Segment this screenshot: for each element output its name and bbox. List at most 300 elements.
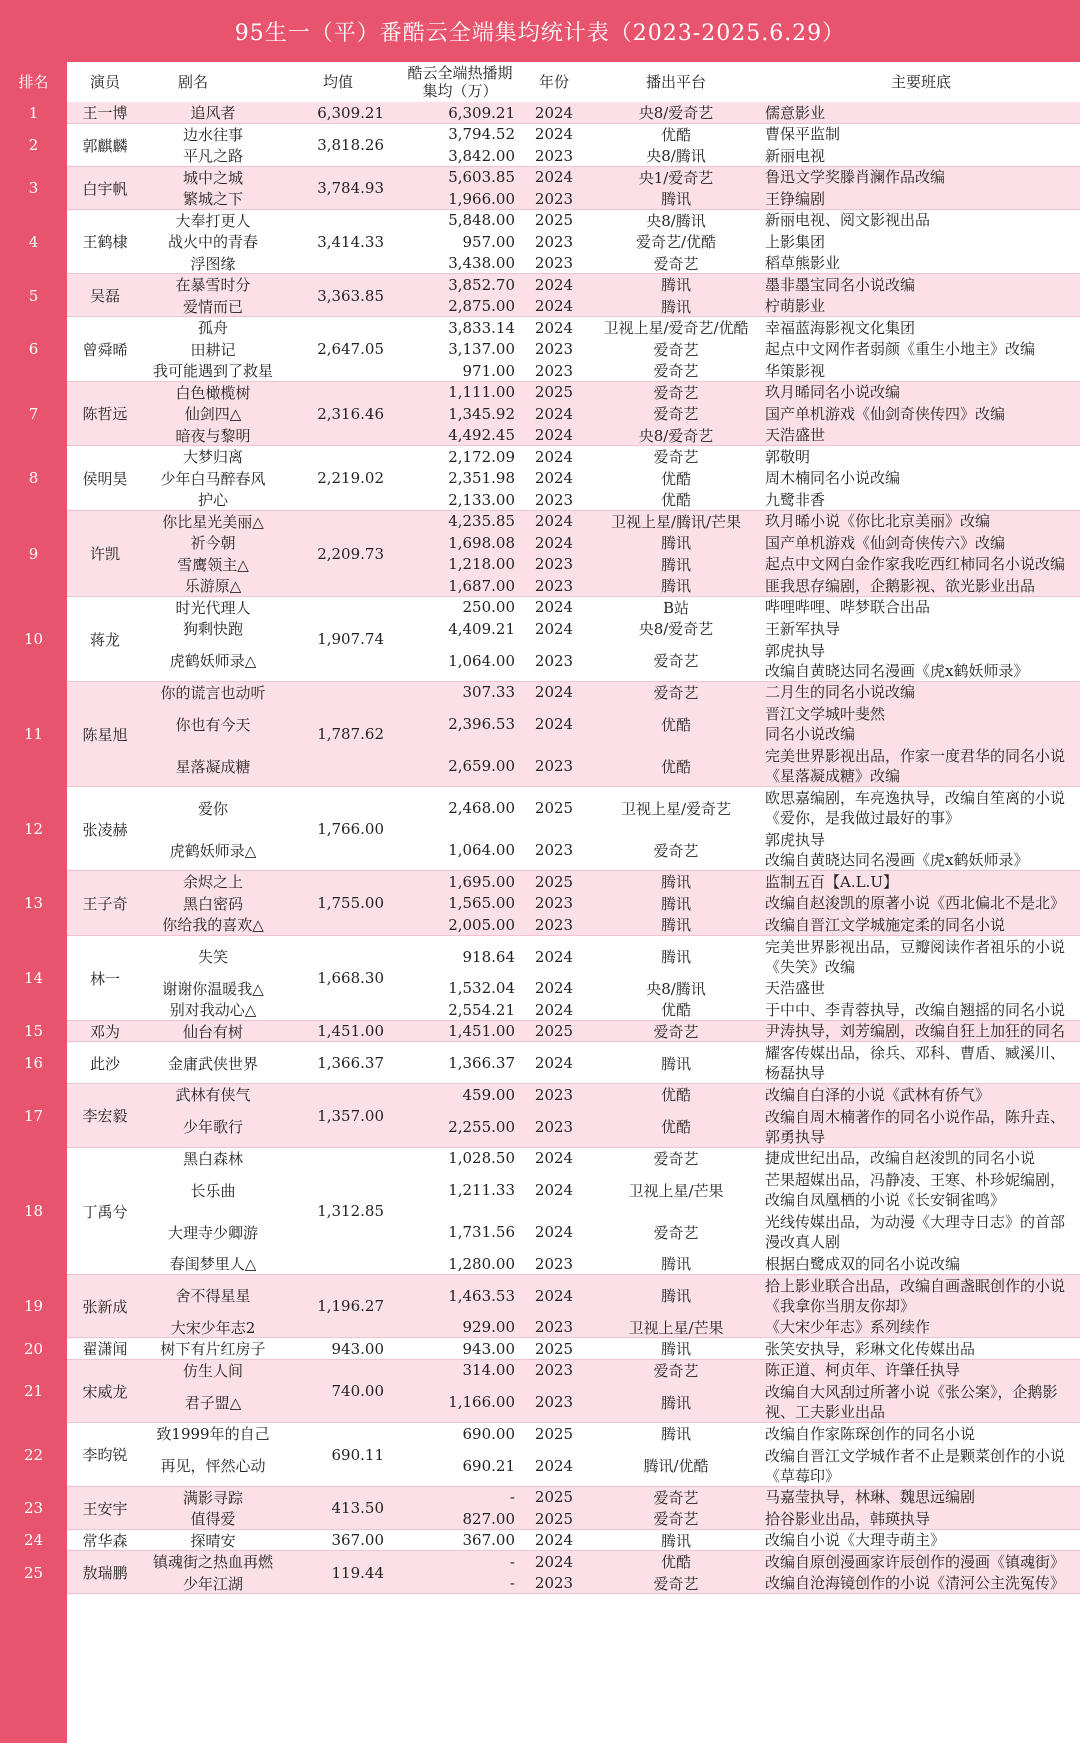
heat-value: 1,698.08 — [448, 533, 515, 552]
heat-value: 459.00 — [462, 1085, 515, 1104]
platform: 央1/爱奇艺 — [638, 168, 714, 187]
table-row — [0, 446, 1080, 468]
heat-value: 1,166.00 — [448, 1393, 515, 1411]
crew-info — [765, 1169, 1077, 1211]
heat-value: 943.00 — [462, 1339, 515, 1358]
crew-line: 鲁迅文学奖滕肖澜作品改编 — [765, 168, 946, 187]
crew-line: 儒意影业 — [765, 103, 826, 122]
crew-info — [765, 936, 1077, 978]
crew-info — [765, 167, 1077, 189]
rank-number: 9 — [28, 544, 39, 563]
crew-info — [765, 489, 1077, 511]
actor-group — [0, 1530, 1080, 1552]
platform: 腾讯 — [660, 190, 691, 209]
platform: 央8/爱奇艺 — [638, 620, 714, 639]
drama-title: 大奉打更人 — [175, 211, 251, 230]
actor-name: 曾舜晞 — [82, 340, 128, 359]
crew-line: 改编自黄晓达同名漫画《虎x鹤妖师录》 — [765, 661, 1029, 680]
table-row — [0, 210, 1080, 232]
platform: 爱奇艺 — [653, 1223, 699, 1242]
crew-info — [765, 317, 1077, 339]
platform: 优酷 — [660, 1086, 691, 1105]
drama-title: 余烬之上 — [182, 873, 243, 892]
crew-info — [765, 1551, 1077, 1573]
heat-value: 690.00 — [462, 1424, 515, 1443]
table-row — [0, 1381, 1080, 1423]
actor-group — [0, 1360, 1080, 1424]
average-value: 1,357.00 — [317, 1106, 384, 1125]
drama-title: 暗夜与黎明 — [175, 426, 251, 445]
actor-group — [0, 1084, 1080, 1148]
crew-line: 起点中文网白金作家我吃西红柿同名小说改编 — [765, 555, 1066, 574]
crew-line: 稻草熊影业 — [765, 254, 841, 273]
crew-info — [765, 468, 1077, 490]
drama-title: 失笑 — [197, 948, 228, 966]
platform: 腾讯 — [660, 1054, 691, 1073]
drama-title: 孤舟 — [197, 319, 228, 338]
heat-value: 3,438.00 — [448, 254, 515, 273]
heat-value: 3,833.14 — [448, 318, 515, 337]
rank-number: 4 — [28, 232, 39, 251]
platform: 腾讯 — [660, 577, 691, 596]
crew-line: 改编自凤凰栖的小说《长安铜雀鸣》 — [765, 1191, 1006, 1209]
table-row — [0, 893, 1080, 915]
drama-title: 你的谎言也动听 — [160, 683, 266, 702]
actor-name: 王一博 — [82, 104, 128, 123]
crew-line: 国产单机游戏《仙剑奇侠传六》改编 — [765, 533, 1006, 552]
table-row — [0, 829, 1080, 871]
year: 2024 — [534, 275, 574, 294]
actor-name: 林一 — [89, 969, 120, 988]
crew-line: 改编自赵浚凯的原著小说《西北偏北不是北》 — [765, 894, 1066, 913]
drama-title: 在暴雪时分 — [175, 276, 251, 295]
drama-title: 春闺梦里人△ — [169, 1255, 257, 1274]
table-row — [0, 382, 1080, 404]
actor-name: 陈哲远 — [82, 405, 128, 424]
platform: 卫视上星/芒果 — [628, 1318, 724, 1337]
drama-title: 狗剩快跑 — [182, 620, 243, 639]
rank-number: 16 — [23, 1054, 44, 1072]
header-heat-line2: 集均（万） — [422, 82, 498, 100]
actor-name: 蒋龙 — [89, 630, 120, 649]
header-heat-line1: 酷云全端热播期 — [407, 64, 513, 82]
year: 2023 — [534, 254, 574, 273]
table-row — [0, 575, 1080, 597]
platform: 优酷 — [660, 491, 691, 510]
table-row — [0, 1253, 1080, 1275]
year: 2023 — [534, 340, 574, 359]
drama-title: 虎鹤妖师录△ — [169, 652, 257, 670]
rank-number: 24 — [23, 1531, 44, 1550]
year: 2024 — [534, 533, 574, 552]
heat-value: 929.00 — [462, 1318, 515, 1337]
average-value: 1,907.74 — [317, 630, 384, 648]
table-row — [0, 403, 1080, 425]
crew-line: 王铮编剧 — [765, 189, 826, 208]
platform: 优酷 — [660, 1553, 691, 1572]
year: 2025 — [534, 872, 574, 891]
crew-info — [765, 703, 1077, 745]
heat-value: 1,366.37 — [448, 1054, 515, 1072]
crew-line: 二月生的同名小说改编 — [765, 683, 916, 702]
actor-name: 张新成 — [82, 1297, 128, 1316]
drama-title: 镇魂街之热血再燃 — [152, 1553, 273, 1572]
year: 2024 — [534, 1552, 574, 1571]
heat-value: 2,005.00 — [448, 915, 515, 934]
actor-group — [0, 102, 1080, 124]
year: 2023 — [534, 1393, 574, 1411]
crew-line: 芒果超媒出品，冯静凌、王寒、朴珍妮编剧， — [765, 1171, 1066, 1189]
crew-info — [765, 231, 1077, 253]
platform: 爱奇艺 — [653, 448, 699, 467]
crew-info — [765, 893, 1077, 915]
actor-group — [0, 1148, 1080, 1275]
rank-number: 23 — [23, 1499, 44, 1517]
average-value: 740.00 — [331, 1382, 384, 1401]
year: 2025 — [534, 1339, 574, 1358]
average-value: 3,414.33 — [317, 232, 384, 251]
crew-line: 尹涛执导，刘芳编剧，改编自狂上加狂的同名 — [765, 1022, 1066, 1041]
crew-info — [765, 640, 1077, 682]
actor-name: 丁禹兮 — [82, 1202, 128, 1221]
crew-line: 完美世界影视出品，豆瓣阅读作者祖乐的小说 — [765, 937, 1066, 956]
platform: 优酷 — [660, 125, 691, 144]
crew-line: 陈正道、柯贞年、许肇任执导 — [765, 1361, 961, 1380]
crew-info — [765, 787, 1077, 829]
heat-value: 2,468.00 — [448, 799, 515, 817]
heat-value: 4,409.21 — [448, 619, 515, 638]
drama-title: 仿生人间 — [182, 1361, 243, 1380]
crew-line: 改编自沧海镜创作的小说《清河公主洗冤传》 — [765, 1574, 1066, 1593]
crew-line: 杨磊执导 — [765, 1064, 826, 1082]
platform: 爱奇艺 — [653, 683, 699, 702]
platform: 爱奇艺 — [653, 362, 699, 381]
drama-title: 仙剑四△ — [184, 405, 242, 424]
table-row — [0, 978, 1080, 1000]
crew-line: 《失笑》改编 — [765, 957, 856, 976]
actor-name: 此沙 — [89, 1054, 120, 1073]
year: 2024 — [534, 469, 574, 488]
platform: 卫视上星/芒果 — [628, 1181, 724, 1200]
drama-title: 少年江湖 — [182, 1574, 243, 1593]
table-row — [0, 554, 1080, 576]
crew-line: 王新军执导 — [765, 619, 841, 638]
actor-group — [0, 871, 1080, 936]
crew-info — [765, 1360, 1077, 1382]
actor-name: 侯明昊 — [82, 469, 128, 488]
year: 2023 — [534, 189, 574, 208]
average-value: 1,787.62 — [317, 725, 384, 744]
crew-info — [765, 1106, 1077, 1148]
crew-info — [765, 829, 1077, 871]
crew-line: 视、工夫影业出品 — [765, 1403, 886, 1421]
crew-info — [765, 1508, 1077, 1530]
heat-value: 1,451.00 — [448, 1022, 515, 1041]
platform: 腾讯 — [660, 1531, 691, 1550]
table-row — [0, 532, 1080, 554]
heat-value: 4,492.45 — [448, 426, 515, 445]
platform: 卫视上星/爱奇艺 — [620, 799, 732, 818]
average-value: 690.11 — [331, 1445, 384, 1464]
heat-value: 1,731.56 — [448, 1223, 515, 1241]
crew-line: 国产单机游戏《仙剑奇侠传四》改编 — [765, 404, 1006, 423]
actor-group — [0, 446, 1080, 511]
average-value: 1,366.37 — [317, 1054, 384, 1072]
heat-value: 4,235.85 — [448, 512, 515, 531]
crew-info — [765, 871, 1077, 893]
actor-group — [0, 382, 1080, 447]
rank-number: 3 — [28, 179, 39, 197]
crew-info — [765, 532, 1077, 554]
rank-number: 22 — [23, 1445, 44, 1464]
crew-info — [765, 210, 1077, 232]
crew-line: 新丽电视 — [765, 146, 826, 165]
table-row — [0, 360, 1080, 382]
crew-info — [765, 1530, 1077, 1552]
drama-title: 舍不得星星 — [175, 1287, 251, 1305]
table-row — [0, 167, 1080, 189]
year: 2024 — [534, 715, 574, 733]
crew-info — [765, 403, 1077, 425]
actor-name: 张凌赫 — [82, 820, 128, 839]
platform: 央8/腾讯 — [646, 211, 706, 230]
heat-value: 690.21 — [462, 1456, 515, 1475]
table-row — [0, 1338, 1080, 1360]
crew-info — [765, 1148, 1077, 1170]
table-row — [0, 1317, 1080, 1339]
year: 2025 — [534, 1424, 574, 1443]
platform: 爱奇艺 — [653, 1149, 699, 1168]
crew-line: 马嘉莹执导，林琳、魏思远编剧 — [765, 1488, 976, 1507]
crew-line: 改编自晋江文学城作者不止是颗菜创作的小说 — [765, 1446, 1066, 1465]
drama-title: 虎鹤妖师录△ — [169, 841, 257, 860]
table-row — [0, 618, 1080, 640]
year: 2025 — [534, 383, 574, 402]
platform: 腾讯 — [660, 276, 691, 295]
crew-line: 九鹭非香 — [765, 490, 826, 509]
crew-info — [765, 1253, 1077, 1275]
rank-number: 8 — [28, 469, 39, 488]
actor-name: 王子奇 — [82, 894, 128, 913]
crew-info — [765, 274, 1077, 296]
platform: B站 — [662, 598, 690, 617]
table-row — [0, 1106, 1080, 1148]
actor-group — [0, 124, 1080, 167]
table-row — [0, 1169, 1080, 1211]
rank-number: 1 — [28, 103, 39, 122]
crew-line: 耀客传媒出品，徐兵、邓科、曹盾、臧溪川、 — [765, 1044, 1066, 1062]
platform: 卫视上星/腾讯/芒果 — [610, 512, 742, 531]
actor-group — [0, 1042, 1080, 1084]
heat-value: 1,695.00 — [448, 872, 515, 891]
year: 2024 — [534, 1054, 574, 1072]
platform: 腾讯 — [660, 297, 691, 316]
table-row — [0, 999, 1080, 1021]
crew-info — [765, 554, 1077, 576]
year: 2024 — [534, 947, 574, 966]
platform: 央8/腾讯 — [646, 147, 706, 166]
year: 2023 — [534, 1318, 574, 1337]
heat-value: 957.00 — [462, 232, 515, 251]
year: 2024 — [534, 125, 574, 144]
crew-info — [765, 1338, 1077, 1360]
table-row — [0, 1021, 1080, 1043]
heat-value: 250.00 — [462, 598, 515, 617]
rank-number: 20 — [23, 1339, 44, 1358]
average-value: 2,209.73 — [317, 544, 384, 563]
crew-line: 光线传媒出品，为动漫《大理寺日志》的首部 — [765, 1213, 1066, 1231]
table-row — [0, 296, 1080, 318]
table-row — [0, 253, 1080, 275]
crew-line: 捷成世纪出品，改编自赵浚凯的同名小说 — [765, 1149, 1036, 1168]
crew-info — [765, 1317, 1077, 1339]
crew-info — [765, 1573, 1077, 1595]
heat-value: - — [509, 1552, 515, 1571]
heat-value: 2,875.00 — [448, 297, 515, 316]
average-value: 1,451.00 — [317, 1022, 384, 1041]
drama-title: 君子盟△ — [184, 1393, 242, 1412]
year: 2024 — [534, 1531, 574, 1550]
drama-title: 护心 — [197, 491, 228, 510]
actor-group — [0, 317, 1080, 382]
rank-number: 10 — [23, 630, 44, 648]
crew-info — [765, 446, 1077, 468]
year: 2023 — [534, 894, 574, 913]
rank-number: 11 — [23, 725, 44, 744]
rank-number: 18 — [23, 1202, 44, 1220]
actor-group — [0, 511, 1080, 597]
table-row — [0, 317, 1080, 339]
crew-line: 匪我思存编剧，企鹅影视、欲光影业出品 — [765, 576, 1036, 595]
crew-line: 改编自大风刮过所著小说《张公案》，企鹅影 — [765, 1383, 1058, 1401]
drama-title: 祈今朝 — [190, 534, 236, 553]
heat-value: 1,211.33 — [448, 1181, 515, 1199]
actor-name: 许凯 — [89, 545, 120, 563]
crew-line: 改编自小说《大理寺萌主》 — [765, 1531, 946, 1550]
year: 2023 — [534, 1361, 574, 1380]
actor-group — [0, 274, 1080, 317]
platform: 优酷 — [660, 757, 691, 776]
crew-info — [765, 425, 1077, 447]
table-row — [0, 339, 1080, 361]
heat-value: 1,463.53 — [448, 1286, 515, 1305]
actor-name: 敖瑞鹏 — [82, 1564, 128, 1582]
heat-value: 2,554.21 — [448, 1000, 515, 1019]
heat-value: 3,842.00 — [448, 146, 515, 165]
heat-value: 827.00 — [462, 1509, 515, 1528]
rank-number: 25 — [23, 1563, 44, 1582]
table-row — [0, 1487, 1080, 1509]
crew-line: 欧思嘉编剧，车亮逸执导，改编自笙离的小说 — [765, 789, 1066, 807]
header-average: 均值 — [322, 73, 353, 91]
table-row — [0, 231, 1080, 253]
header-heat — [395, 62, 525, 102]
platform: 优酷 — [660, 1001, 691, 1020]
crew-line: 改编自晋江文学城施定柔的同名小说 — [765, 915, 1006, 934]
table-row — [0, 640, 1080, 682]
actor-name: 邓为 — [89, 1022, 120, 1041]
drama-title: 你比星光美丽△ — [162, 512, 264, 531]
average-value: 413.50 — [331, 1499, 384, 1517]
table-row — [0, 787, 1080, 829]
heat-value: 1,687.00 — [448, 576, 515, 595]
rank-number: 19 — [23, 1297, 44, 1316]
rank-number: 6 — [28, 340, 39, 359]
table-row — [0, 936, 1080, 978]
platform: 爱奇艺 — [653, 405, 699, 424]
crew-line: 周木楠同名小说改编 — [765, 469, 901, 488]
drama-title: 时光代理人 — [175, 598, 251, 617]
crew-line: 起点中文网作者弱颜《重生小地主》改编 — [765, 340, 1036, 359]
crew-line: 《爱你，是我做过最好的事》 — [765, 809, 961, 827]
actor-name: 翟潇闻 — [82, 1340, 128, 1359]
table-row — [0, 425, 1080, 447]
crew-line: 于中中、李青蓉执导，改编自翘摇的同名小说 — [765, 1000, 1066, 1019]
platform: 腾讯 — [660, 1393, 691, 1412]
platform: 腾讯 — [660, 1340, 691, 1359]
table-row — [0, 124, 1080, 146]
average-value: 943.00 — [331, 1339, 384, 1358]
drama-title: 致1999年的自己 — [156, 1425, 270, 1444]
actor-name: 李宏毅 — [82, 1107, 128, 1126]
table-row — [0, 682, 1080, 704]
actor-group — [0, 936, 1080, 1021]
crew-line: 《大宋少年志》系列续作 — [765, 1318, 931, 1337]
crew-info — [765, 145, 1077, 167]
heat-value: 3,852.70 — [448, 275, 515, 294]
crew-line: 墨非墨宝同名小说改编 — [765, 275, 916, 294]
rank-number: 17 — [23, 1106, 44, 1125]
heat-value: 1,028.50 — [448, 1149, 515, 1168]
actor-group — [0, 1487, 1080, 1530]
actor-group — [0, 597, 1080, 682]
crew-info — [765, 1084, 1077, 1106]
crew-line: 完美世界影视出品，作家一度君华的同名小说 — [765, 747, 1066, 765]
crew-line: 曹保平监制 — [765, 125, 841, 144]
drama-title: 浮图缘 — [190, 254, 236, 273]
table-row — [0, 703, 1080, 745]
average-value: 367.00 — [331, 1531, 384, 1550]
crew-line: 玖月晞小说《你比北京美丽》改编 — [765, 512, 991, 531]
year: 2024 — [534, 979, 574, 998]
year: 2023 — [534, 576, 574, 595]
platform: 腾讯 — [660, 916, 691, 935]
crew-line: 哔哩哔哩、哔梦联合出品 — [765, 598, 931, 617]
table-row — [0, 1573, 1080, 1595]
platform: 爱奇艺 — [653, 1574, 699, 1593]
drama-title: 繁城之下 — [182, 190, 243, 209]
heat-value: 1,111.00 — [448, 383, 515, 402]
table-row — [0, 1148, 1080, 1170]
year: 2024 — [534, 1456, 574, 1475]
table-row — [0, 1211, 1080, 1253]
platform: 腾讯 — [660, 1287, 691, 1305]
year: 2024 — [534, 1149, 574, 1168]
crew-line: 根据白鹭成双的同名小说改编 — [765, 1254, 961, 1273]
crew-info — [765, 253, 1077, 275]
actor-group — [0, 1423, 1080, 1487]
crew-line: 天浩盛世 — [765, 979, 826, 998]
rank-number: 21 — [23, 1382, 44, 1401]
actor-name: 陈星旭 — [82, 725, 128, 744]
year: 2024 — [534, 1286, 574, 1305]
crew-info — [765, 360, 1077, 382]
actor-name: 王鹤棣 — [82, 233, 128, 252]
crew-line: 《星落凝成糖》改编 — [765, 767, 901, 785]
platform: 腾讯 — [660, 534, 691, 553]
heat-value: 314.00 — [462, 1361, 515, 1380]
crew-line: 《我拿你当朋友你却》 — [765, 1296, 916, 1315]
